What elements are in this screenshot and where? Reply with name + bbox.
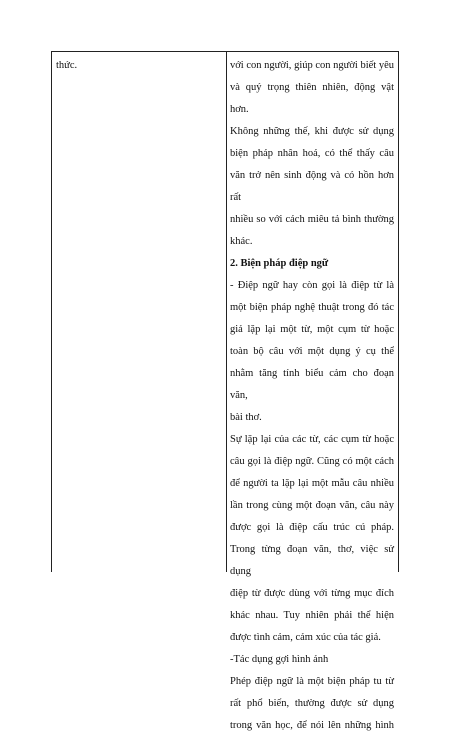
paragraph-repetition-definition	[230, 275, 394, 429]
text-line: nhiều so với cách miêu tả bình thường	[230, 214, 394, 225]
text-line: khác nhau. Tuy nhiên phải thể hiện	[230, 610, 394, 621]
text-line: - Điệp ngữ hay còn gọi là điệp từ là	[230, 280, 394, 291]
text-line: lần trong cùng một đoạn văn, câu này	[230, 500, 394, 511]
text-line: Phép điệp ngữ là một biện pháp tu từ	[230, 676, 394, 687]
text-line: khác.	[230, 236, 253, 247]
paragraph-repetition-explanation	[230, 429, 394, 649]
text-line: được tình cảm, cảm xúc của tác giả.	[230, 632, 381, 643]
text-line: giả lặp lại một từ, một cụm từ hoặc	[230, 324, 394, 335]
subheading: -Tác dụng gợi hình ảnh	[230, 654, 329, 665]
right-cell	[230, 55, 394, 737]
text-line: được gọi là điệp cấu trúc cú pháp.	[230, 522, 394, 533]
text-line: Sự lặp lại của các từ, các cụm từ hoặc	[230, 434, 394, 445]
text-line: bài thơ.	[230, 412, 262, 423]
text-line: trong văn học, để nói lên những hình	[230, 720, 394, 731]
text-line: câu gọi là điệp ngữ. Cũng có một cách	[230, 456, 394, 467]
text-line: rất phổ biến, thường được sử dụng	[230, 698, 394, 709]
text-line: điệp từ được dùng với từng mục đích	[230, 588, 394, 599]
text-line: biện pháp nhân hoá, có thể thấy câu	[230, 148, 394, 159]
text-line: để người ta lặp lại một mẫu câu nhiều	[230, 478, 394, 489]
text-line: và quý trọng thiên nhiên, động vật hơn.	[230, 82, 394, 115]
column-divider	[226, 52, 227, 572]
paragraph-personification-effect	[230, 55, 394, 253]
text-line: Không những thế, khi được sử dụng	[230, 126, 394, 137]
text-line: văn trở nên sinh động và có hồn hơn rất	[230, 170, 394, 203]
left-cell	[56, 55, 216, 77]
text-line: nhằm tăng tính biểu cảm cho đoạn văn,	[230, 368, 394, 401]
paragraph-repetition-usage	[230, 671, 394, 737]
text-line: Trong từng đoạn văn, thơ, việc sử dụng	[230, 544, 394, 577]
text-line: toàn bộ câu với một dụng ý cụ thể	[230, 346, 394, 357]
text-line: một biện pháp nghệ thuật trong đó tác	[230, 302, 394, 313]
left-cell-text: thức.	[56, 60, 78, 71]
text-line: với con người, giúp con người biết yêu	[230, 60, 394, 71]
content-table	[51, 51, 399, 731]
section-heading: 2. Biện pháp điệp ngữ	[230, 258, 329, 269]
